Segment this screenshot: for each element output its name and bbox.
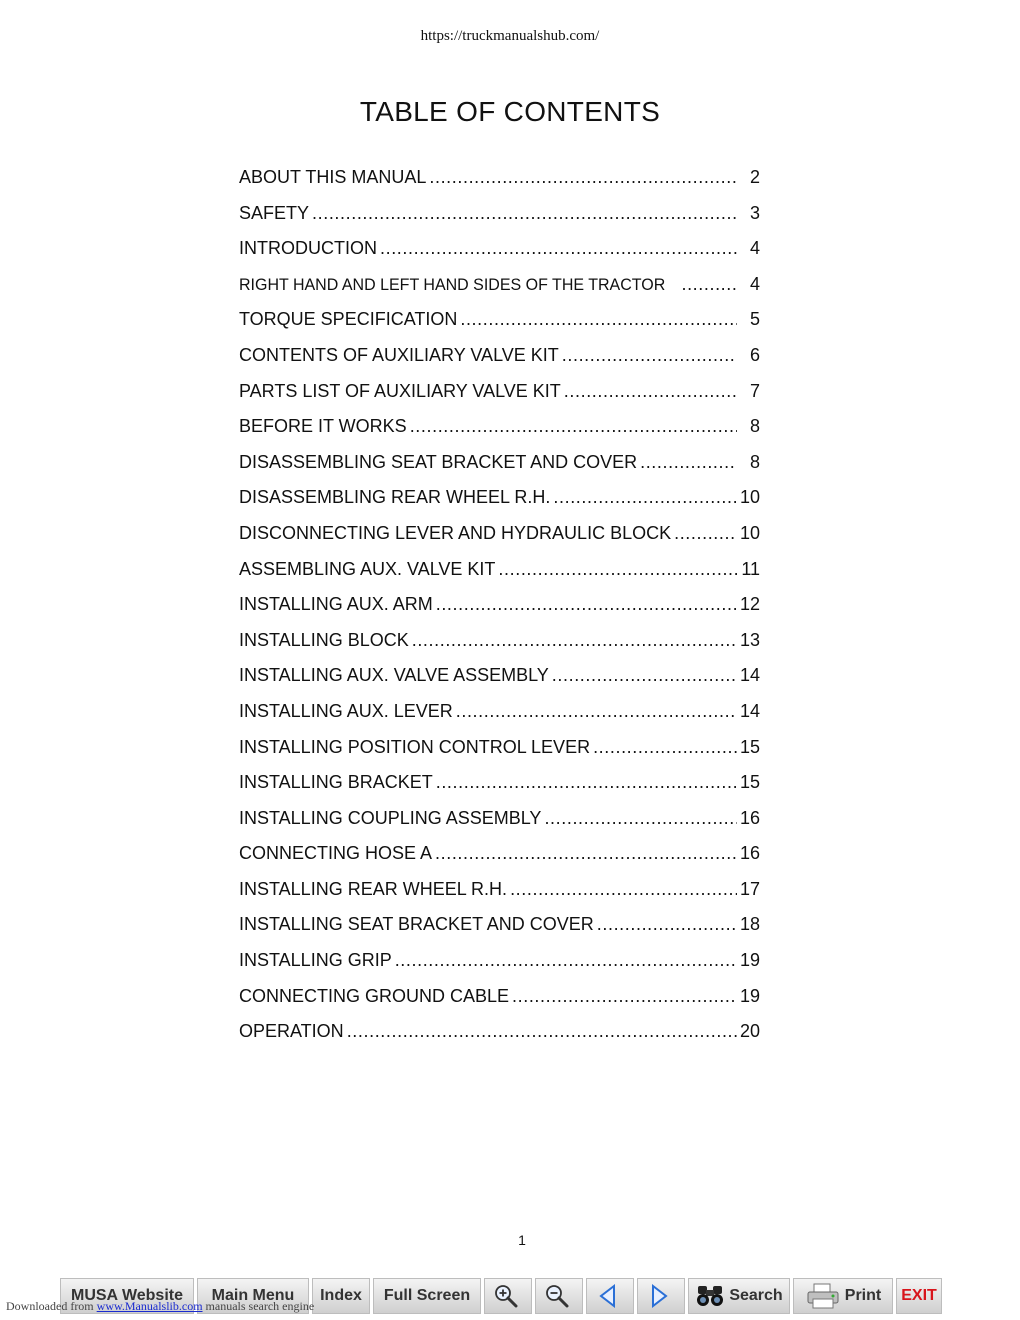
toc-entry-page: 10 <box>739 522 760 543</box>
manualslib-link[interactable]: www.Manualslib.com <box>96 1299 203 1313</box>
toc-dot-leader <box>460 302 737 338</box>
printer-icon <box>805 1282 841 1310</box>
full-screen-label: Full Screen <box>383 1287 471 1304</box>
toc-entry-page: 19 <box>739 985 760 1006</box>
toc-entry[interactable] <box>239 445 760 481</box>
toc-entry-title: CONNECTING HOSE A <box>239 843 433 864</box>
toc-entry-title: INTRODUCTION <box>239 238 377 259</box>
toc-entry-title: DISASSEMBLING SEAT BRACKET AND COVER <box>239 451 638 472</box>
toc-entry-page: 6 <box>749 344 760 365</box>
toc-entry-title: TORQUE SPECIFICATION <box>239 309 458 330</box>
toc-dot-leader <box>429 160 737 196</box>
toc-dot-leader <box>456 694 737 730</box>
toc-dot-leader <box>681 267 737 303</box>
toc-entry-title: INSTALLING AUX. ARM <box>239 594 433 615</box>
toc-entry-title: INSTALLING AUX. VALVE ASSEMBLY <box>239 665 549 686</box>
toc-entry-page: 18 <box>739 914 760 935</box>
toc-entry-page: 14 <box>739 665 760 686</box>
toc-entry[interactable] <box>239 587 760 623</box>
toc-dot-leader <box>498 552 737 588</box>
arrow-left-icon <box>598 1284 618 1308</box>
toc-entry[interactable] <box>239 516 760 552</box>
index-button[interactable] <box>312 1278 370 1314</box>
toc-entry-title: ASSEMBLING AUX. VALVE KIT <box>239 558 496 579</box>
toc-entry-title: INSTALLING AUX. LEVER <box>239 700 453 721</box>
toc-entry[interactable] <box>239 979 760 1015</box>
toc-dot-leader <box>412 623 737 659</box>
toc-entry-title: RIGHT HAND AND LEFT HAND SIDES OF THE TRACTOR <box>239 275 666 294</box>
toc-dot-leader <box>512 979 737 1015</box>
toc-entry-title: PARTS LIST OF AUXILIARY VALVE KIT <box>239 380 561 401</box>
toc-entry[interactable] <box>239 374 760 410</box>
zoom-in-icon <box>493 1283 519 1309</box>
toc-dot-leader <box>436 587 737 623</box>
toc-entry-title: OPERATION <box>239 1021 344 1042</box>
footer-suffix: manuals search engine <box>205 1299 315 1313</box>
toc-dot-leader <box>593 730 737 766</box>
footer-prefix: Downloaded from <box>6 1299 94 1313</box>
toc-entry-page: 10 <box>739 487 760 508</box>
main-menu-label: Main Menu <box>211 1287 295 1304</box>
toc-entry-title: INSTALLING BLOCK <box>239 629 409 650</box>
toc-dot-leader <box>435 836 737 872</box>
toc-entry-title: ABOUT THIS MANUAL <box>239 167 427 187</box>
toc-entry-page: 12 <box>739 594 760 615</box>
toc-dot-leader <box>544 801 737 837</box>
toc-dot-leader <box>395 943 737 979</box>
toc-entry-page: 17 <box>739 878 760 899</box>
toc-entry[interactable] <box>239 409 760 445</box>
print-label: Print <box>844 1287 882 1304</box>
toc-entry[interactable] <box>239 160 760 196</box>
page-title: TABLE OF CONTENTS <box>359 96 661 127</box>
toc-entry[interactable] <box>239 623 760 659</box>
toc-entry-title: DISCONNECTING LEVER AND HYDRAULIC BLOCK <box>239 522 672 543</box>
next-page-button[interactable] <box>637 1278 685 1314</box>
toc-entry-page: 15 <box>739 772 760 793</box>
toc-entry[interactable] <box>239 552 760 588</box>
toc-dot-leader <box>640 445 737 481</box>
toc-entry-title: INSTALLING REAR WHEEL R.H. <box>239 878 508 899</box>
toc-entry[interactable] <box>239 765 760 801</box>
toc-entry-title: SAFETY <box>239 202 310 223</box>
toc-entry[interactable] <box>239 801 760 837</box>
toc-dot-leader <box>597 907 737 943</box>
toc-dot-leader <box>380 231 737 267</box>
toc-entry-page: 8 <box>749 416 760 437</box>
previous-page-button[interactable] <box>586 1278 634 1314</box>
download-footer <box>6 1299 314 1314</box>
toc-entry-page: 19 <box>739 950 760 971</box>
print-button[interactable] <box>793 1278 893 1314</box>
toc-entry[interactable] <box>239 836 760 872</box>
toc-dot-leader <box>347 1014 737 1050</box>
toc-dot-leader <box>510 872 737 908</box>
toc-dot-leader <box>312 196 737 232</box>
toc-entry-page: 7 <box>749 380 760 401</box>
toc-entry[interactable] <box>239 907 760 943</box>
arrow-right-icon <box>649 1284 669 1308</box>
toc-entry-page: 20 <box>739 1021 760 1042</box>
toc-entry-title: INSTALLING POSITION CONTROL LEVER <box>239 736 591 757</box>
zoom-out-icon <box>544 1283 570 1309</box>
toc-entry-title: CONNECTING GROUND CABLE <box>239 985 510 1006</box>
zoom-out-button[interactable] <box>535 1278 583 1314</box>
search-button[interactable] <box>688 1278 790 1314</box>
toc-entry-page: 13 <box>739 629 760 650</box>
index-label: Index <box>320 1287 362 1304</box>
toc-entry-title: INSTALLING SEAT BRACKET AND COVER <box>239 914 594 935</box>
toc-entry-page: 5 <box>749 309 760 330</box>
toc-entry[interactable] <box>239 338 760 374</box>
toc-entry[interactable] <box>239 267 760 303</box>
exit-label: EXIT <box>901 1287 937 1304</box>
toc-entry-page: 14 <box>739 700 760 721</box>
toc-entry[interactable] <box>239 872 760 908</box>
toc-dot-leader <box>436 765 737 801</box>
toc-entry[interactable] <box>239 196 760 232</box>
full-screen-button[interactable] <box>373 1278 481 1314</box>
toc-entry-page: 3 <box>749 202 760 223</box>
toc-entry-page: 11 <box>741 558 760 579</box>
search-label: Search <box>729 1287 783 1304</box>
toc-entry-title: INSTALLING COUPLING ASSEMBLY <box>239 807 542 828</box>
toc-entry-page: 16 <box>739 807 760 828</box>
toc-entry[interactable] <box>239 658 760 694</box>
toc-entry-title: BEFORE IT WORKS <box>239 416 407 437</box>
toc-dot-leader <box>564 374 737 410</box>
toc-dot-leader <box>552 658 737 694</box>
toc-entry[interactable] <box>239 302 760 338</box>
toc-entry-page: 16 <box>739 843 760 864</box>
header-url: https://truckmanualshub.com/ <box>420 28 600 44</box>
toc-dot-leader <box>410 409 737 445</box>
toc-dot-leader <box>562 338 737 374</box>
exit-button[interactable] <box>896 1278 942 1314</box>
page-number: 1 <box>518 1232 526 1248</box>
toc-entry[interactable] <box>239 480 760 516</box>
table-of-contents <box>239 160 760 1050</box>
toc-entry[interactable] <box>239 1014 760 1050</box>
toc-dot-leader <box>553 480 737 516</box>
toc-entry-page: 8 <box>749 451 760 472</box>
toc-entry-page: 15 <box>739 736 760 757</box>
toc-entry-page: 4 <box>749 273 760 294</box>
toc-entry-page: 2 <box>749 167 760 187</box>
toc-entry-title: INSTALLING BRACKET <box>239 772 433 793</box>
toc-entry-page: 4 <box>749 238 760 259</box>
zoom-in-button[interactable] <box>484 1278 532 1314</box>
toc-dot-leader <box>674 516 737 552</box>
toc-entry[interactable] <box>239 694 760 730</box>
binoculars-icon <box>695 1283 725 1309</box>
toc-entry-title: INSTALLING GRIP <box>239 950 392 971</box>
toc-entry[interactable] <box>239 231 760 267</box>
toc-entry-title: DISASSEMBLING REAR WHEEL R.H. <box>239 487 551 508</box>
musa-website-label: MUSA Website <box>70 1287 183 1304</box>
toc-entry-title: CONTENTS OF AUXILIARY VALVE KIT <box>239 344 559 365</box>
toc-entry[interactable] <box>239 730 760 766</box>
toc-entry[interactable] <box>239 943 760 979</box>
